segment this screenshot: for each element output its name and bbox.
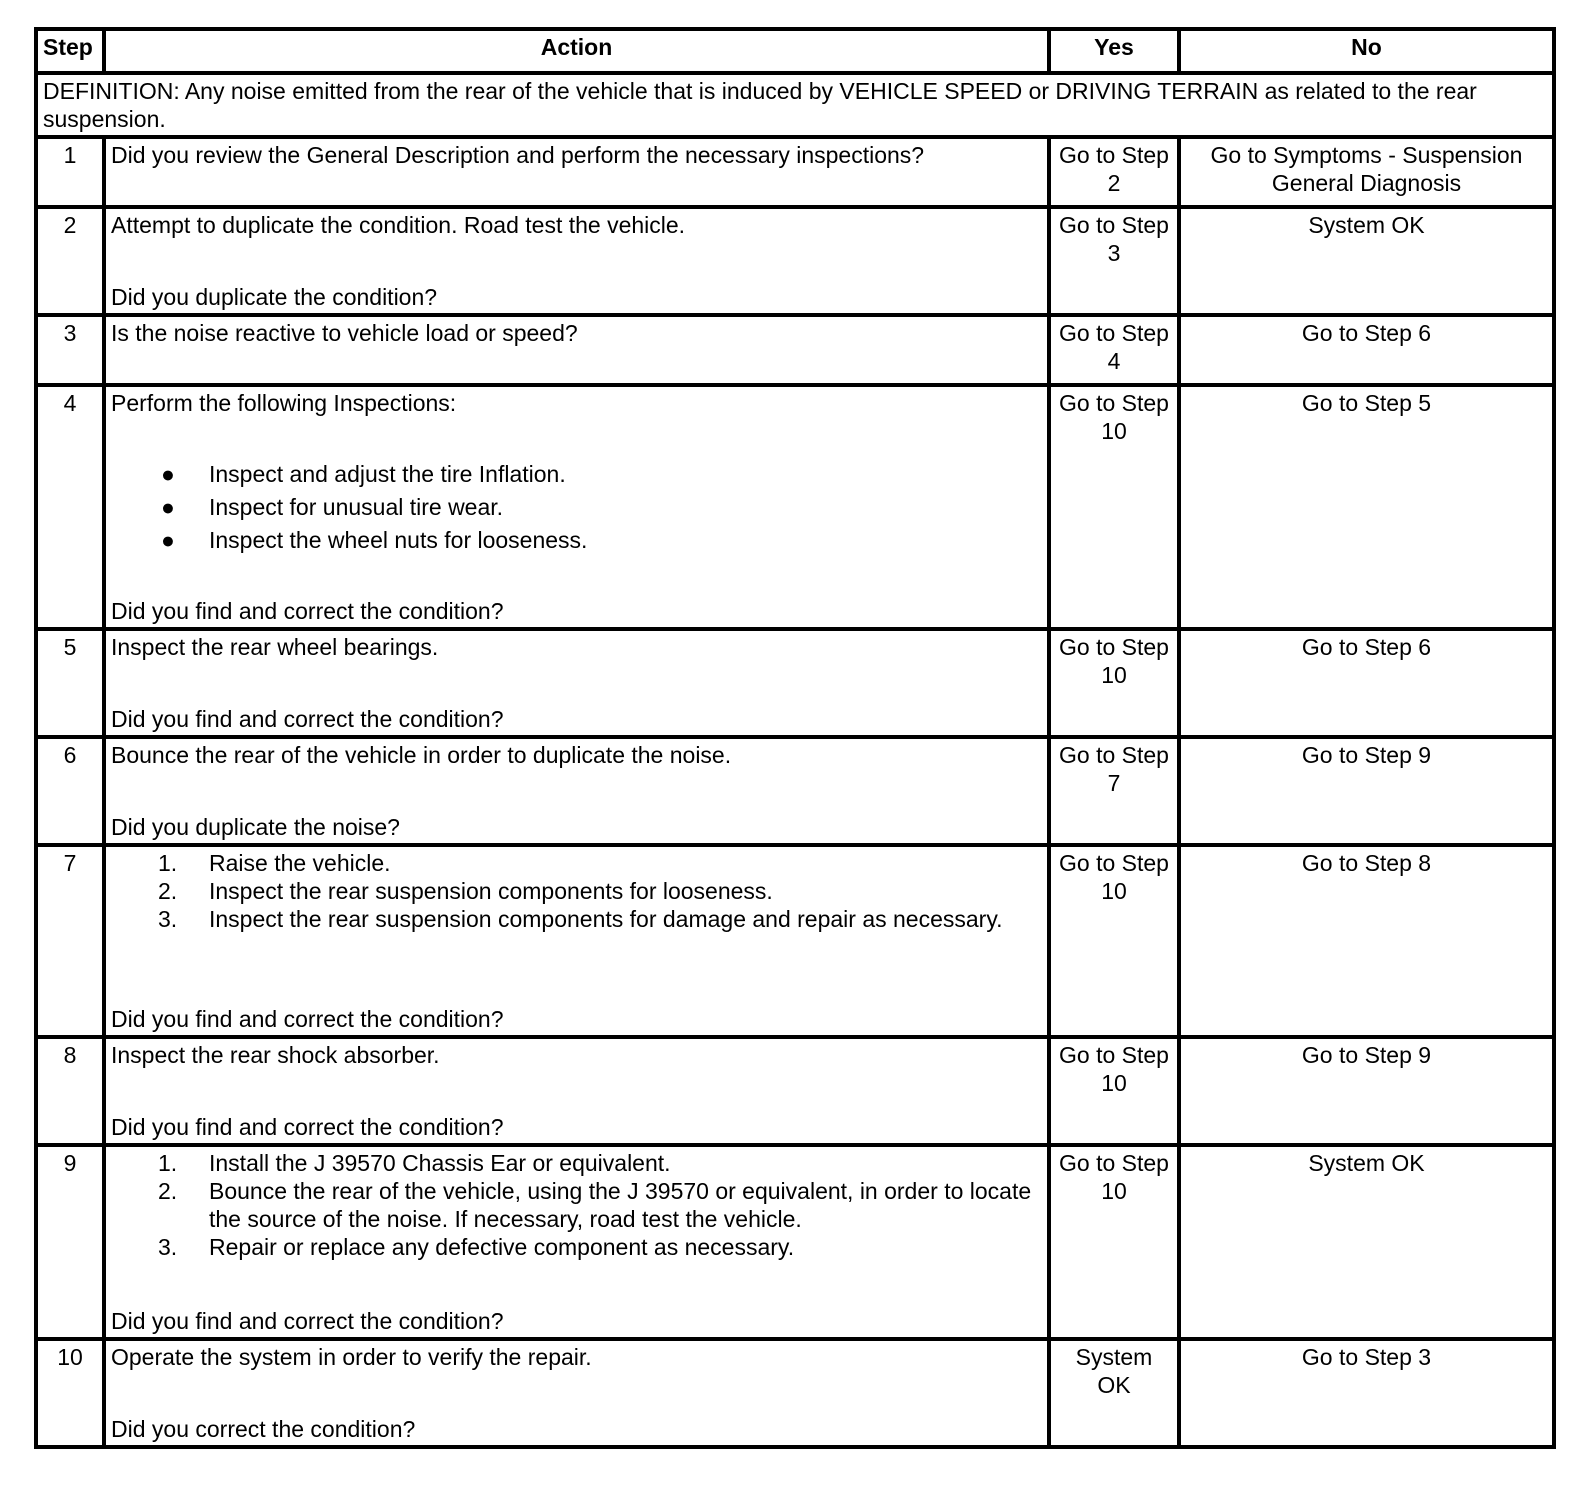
action-question: Did you duplicate the condition? [111,284,438,310]
procedure-list [111,849,1042,933]
no-cell: Go to Step 6 [1179,629,1554,737]
header-row [36,29,1554,73]
action-text: Did you review the General Description and perform the necessary inspections? [111,142,925,168]
action-cell [104,737,1049,845]
definition-row [36,73,1554,137]
action-question: Did you correct the condition? [111,1416,416,1442]
header-no: No [1179,29,1554,73]
action-text: Is the noise reactive to vehicle load or speed? [111,320,578,346]
list-item: ● Inspect for unusual tire wear. [161,494,504,520]
list-item: ● Inspect and adjust the tire Inflation. [161,461,566,487]
step-number: 10 [36,1339,104,1447]
action-question: Did you find and correct the condition? [111,1006,504,1032]
action-question: Did you find and correct the condition? [111,1308,504,1334]
action-question: Did you duplicate the noise? [111,814,400,840]
table-row [36,207,1554,315]
action-text: Perform the following Inspections: [111,390,457,416]
action-cell [104,137,1049,207]
yes-cell: Go to Step 10 [1049,1145,1179,1339]
no-cell: System OK [1179,207,1554,315]
yes-cell: Go to Step 2 [1049,137,1179,207]
table-row [36,1339,1554,1447]
step-number: 9 [36,1145,104,1339]
action-text: Inspect the rear shock absorber. [111,1042,440,1068]
no-cell: Go to Symptoms - Suspension General Diagnosis [1179,137,1554,207]
definition-text: DEFINITION: Any noise emitted from the rear of the vehicle that is induced by VEHICLE SPEED or DRIVING TERRAIN as related to the rear suspension. [36,73,1554,137]
step-number: 1 [36,137,104,207]
action-question: Did you find and correct the condition? [111,598,504,624]
no-cell: Go to Step 9 [1179,737,1554,845]
table-row [36,737,1554,845]
action-text: Operate the system in order to verify the repair. [111,1344,592,1370]
step-number: 4 [36,385,104,629]
yes-cell: Go to Step 3 [1049,207,1179,315]
list-item: 2. Inspect the rear suspension components for looseness. [158,878,773,904]
table-row [36,315,1554,385]
list-item: 3. Repair or replace any defective component as necessary. [158,1234,795,1260]
table-row [36,137,1554,207]
step-number: 8 [36,1037,104,1145]
list-item: 1. Raise the vehicle. [158,850,391,876]
list-item: ● Inspect the wheel nuts for looseness. [161,527,588,553]
no-cell: System OK [1179,1145,1554,1339]
action-cell [104,385,1049,629]
yes-cell: Go to Step 10 [1049,629,1179,737]
action-cell [104,629,1049,737]
procedure-list [111,1149,1042,1261]
yes-cell: Go to Step 10 [1049,845,1179,1037]
action-question: Did you find and correct the condition? [111,1114,504,1140]
action-text: Attempt to duplicate the condition. Road test the vehicle. [111,212,686,238]
action-cell [104,1339,1049,1447]
action-cell [104,845,1049,1037]
action-question: Did you find and correct the condition? [111,706,504,732]
header-action: Action [104,29,1049,73]
list-item: 2. Bounce the rear of the vehicle, using the J 39570 or equivalent, in order to locate the source of the noise. If necessary, road test the vehicle. [158,1178,1032,1232]
no-cell: Go to Step 5 [1179,385,1554,629]
diagnostic-table-container [34,27,1552,1449]
no-cell: Go to Step 8 [1179,845,1554,1037]
step-number: 7 [36,845,104,1037]
action-cell [104,315,1049,385]
header-step: Step [36,29,104,73]
action-text: Bounce the rear of the vehicle in order to duplicate the noise. [111,742,732,768]
list-item: 3. Inspect the rear suspension components for damage and repair as necessary. [158,906,1003,932]
table-row [36,1037,1554,1145]
yes-cell: Go to Step 4 [1049,315,1179,385]
diagnostic-table [34,27,1556,1449]
step-number: 3 [36,315,104,385]
header-yes: Yes [1049,29,1179,73]
no-cell: Go to Step 3 [1179,1339,1554,1447]
step-number: 5 [36,629,104,737]
step-number: 6 [36,737,104,845]
table-row [36,629,1554,737]
yes-cell: System OK [1049,1339,1179,1447]
table-row [36,385,1554,629]
no-cell: Go to Step 6 [1179,315,1554,385]
table-row [36,845,1554,1037]
action-cell [104,207,1049,315]
no-cell: Go to Step 9 [1179,1037,1554,1145]
yes-cell: Go to Step 7 [1049,737,1179,845]
step-number: 2 [36,207,104,315]
yes-cell: Go to Step 10 [1049,1037,1179,1145]
action-text: Inspect the rear wheel bearings. [111,634,439,660]
action-cell [104,1145,1049,1339]
action-cell [104,1037,1049,1145]
yes-cell: Go to Step 10 [1049,385,1179,629]
list-item: 1. Install the J 39570 Chassis Ear or equivalent. [158,1150,671,1176]
inspection-list [111,455,1042,559]
table-row [36,1145,1554,1339]
